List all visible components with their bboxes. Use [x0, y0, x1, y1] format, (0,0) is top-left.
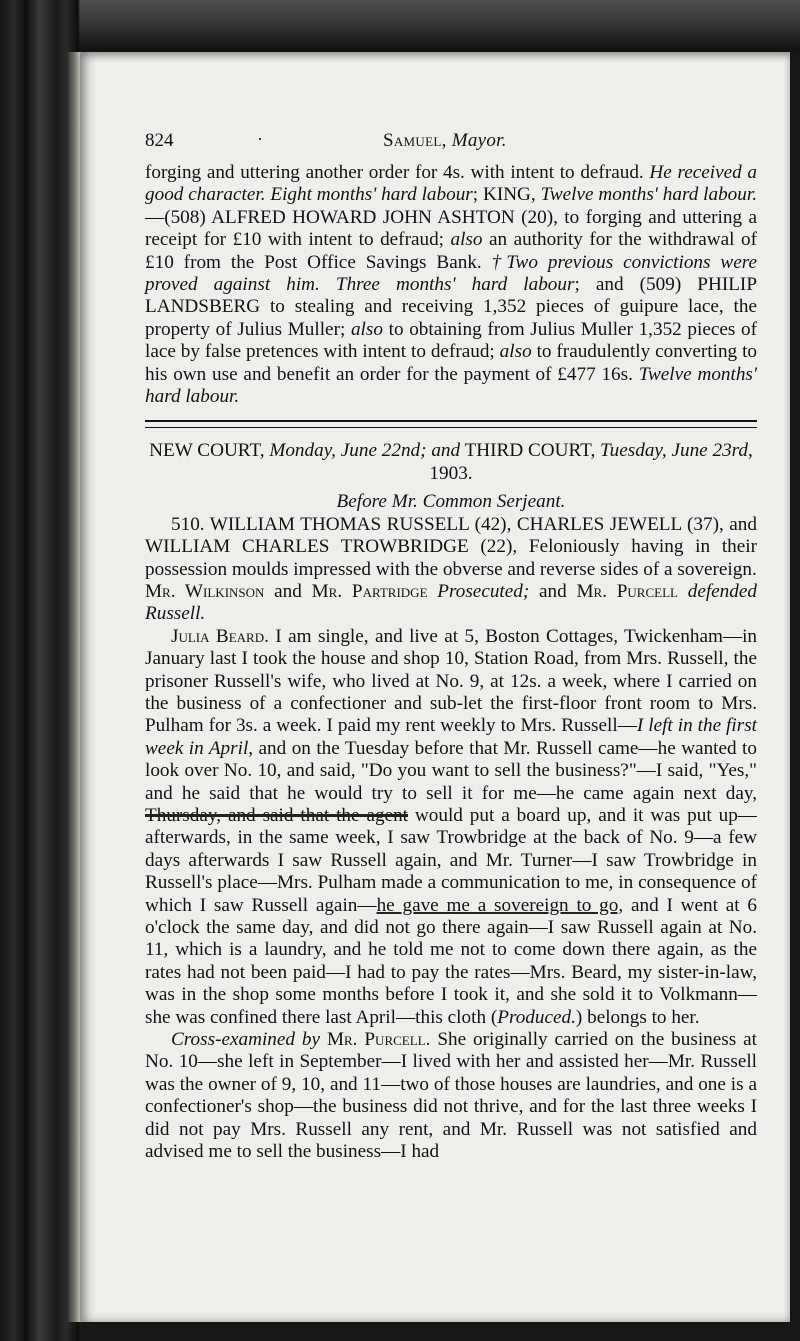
italic-run: also [499, 341, 532, 363]
text-run: 1903. [429, 462, 473, 484]
text-run: ; KING, [472, 184, 541, 206]
pen-strikethrough: Thursday, and said that the agent [145, 804, 408, 826]
text-run [428, 581, 438, 602]
case-heading: 510. WILLIAM THOMAS RUSSELL (42), CHARLES JEWELL (37), and WILLIAM CHARLES TROWBRIDGE (22), Feloniously having in their possession moulds impressed with the obverse and reverse sides of a sovereign. [145, 513, 757, 580]
text-run: ) belongs to her. [575, 1006, 700, 1028]
before-judge: Before Mr. Common Serjeant. [336, 491, 566, 513]
page-number: 824 [145, 130, 174, 151]
text-run: to fraudulently converting to his own use and benefit an order for the payment of £477 16s. [145, 341, 757, 385]
text-run: an authority for the withdrawal of £10 from the Post Office Savings Bank. [145, 229, 757, 273]
text-run: I am single, and live at 5, Boston Cottages, Twickenham—in January last I took the house and shop 10, Station Road, from Mrs. Russell, the prisoner Russell's wife, who lived at No. 9, at 12s. a week, where I carried on the business of a confectioner and sub-let the first-floor front room to Mrs. Pulham for 3s. a week. I paid my rent weekly to Mrs. Russell— [145, 625, 757, 737]
italic-run: I left in the first week in April, [145, 715, 757, 759]
text-run: and [264, 580, 312, 602]
text-run: ; and (509) PHILIP LANDSBERG to stealing and receiving 1,352 pieces of guipure lace, the property of Julius Muller; [145, 274, 757, 340]
italic-run: He received a good character. Eight months' hard labour [145, 162, 757, 206]
text-run: She originally carried on the business at No. 10—she left in September—I lived with her and assisted her—Mr. Russell was the owner of 9, 10, and 11—two of those houses are laundries, and one is a confectioner's shop—the business did not thrive, and for the last three weeks I did not pay Mrs. Russell any rent, and Mr. Russell was not satisfied and advised me to sell the business—I had [145, 1029, 757, 1163]
counsel-line [145, 581, 757, 626]
sentence-paragraph [145, 162, 757, 408]
witness-testimony [145, 626, 757, 1029]
italic-run: Cross-examined by [171, 1029, 321, 1051]
running-head [383, 130, 507, 152]
counsel-name: Mr. Purcell [576, 580, 678, 602]
before-judge-line [145, 491, 757, 513]
italic-run: also [350, 318, 383, 340]
italic-run: Prosecuted; [437, 580, 530, 602]
italic-run: Tuesday, June 23rd, [600, 440, 753, 462]
court-heading [145, 440, 757, 485]
text-run: NEW COURT, [149, 440, 270, 462]
text-run: and on the Tuesday before that Mr. Russell came—he wanted to look over No. 10, and said, "Do you want to sell the business?"—I said, "Yes," and he said that he would try to sell it for me—he came again next day, [145, 737, 757, 804]
cross-examination [145, 1029, 757, 1163]
text-run: —(508) ALFRED HOWARD JOHN ASHTON (20), to forging and uttering a receipt for £10 with intent to defraud; [145, 206, 757, 251]
pen-underline: he gave me a sovereign to go, [376, 894, 624, 916]
counsel-name: Mr. Wilkinson [145, 580, 265, 602]
page-text-column [145, 118, 757, 1163]
counsel-name: Mr. Purcell. [326, 1029, 431, 1051]
text-run: to obtaining from Julius Muller 1,352 pieces of lace by false pretences with intent to defraud; [145, 318, 757, 363]
italic-run: Twelve months' hard labour. [145, 363, 758, 408]
text-run [320, 1029, 327, 1050]
running-head-title: Mayor. [451, 130, 507, 151]
italic-run: Monday, June 22nd; and [269, 440, 461, 462]
italic-run: †Two previous convictions were proved against him. Three months' hard labour [145, 251, 757, 296]
text-run: would put a board up, and it was put up—afterwards, in the same week, I saw Trowbridge at the back of No. 9—a few days afterwards I saw Russell again, and Mr. Turner—I saw Trowbridge in Russell's place—Mrs. Pulham made a communication to me, in consequence of which I saw Russell again— [145, 804, 757, 916]
text-run: forging and uttering another order for 4s. with intent to defraud. [145, 162, 650, 183]
header-dot: · [257, 129, 263, 149]
text-run: and [529, 580, 577, 602]
text-run: THIRD COURT, [460, 440, 601, 462]
italic-run: Twelve months' hard labour. [540, 184, 757, 206]
text-run [678, 581, 688, 602]
running-head-name: Samuel, [383, 130, 447, 151]
section-rule [145, 420, 757, 428]
italic-run: defended Russell. [145, 580, 757, 625]
italic-run: Produced. [497, 1006, 576, 1028]
counsel-name: Mr. Partridge [311, 580, 428, 602]
page-header [145, 118, 757, 162]
text-run: and I went at 6 o'clock the same day, and did not go there again—I saw Russell again at No. 11, which is a laundry, and he told me not to come down there again, as the rates had not been paid—I had to pay the rates—Mrs. Beard, my sister-in-law, was in the shop some months before I took it, and she sold it to Volkmann—she was confined there last April—this cloth ( [145, 894, 757, 1028]
italic-run: also [450, 229, 483, 251]
witness-name: Julia Beard. [171, 625, 269, 647]
